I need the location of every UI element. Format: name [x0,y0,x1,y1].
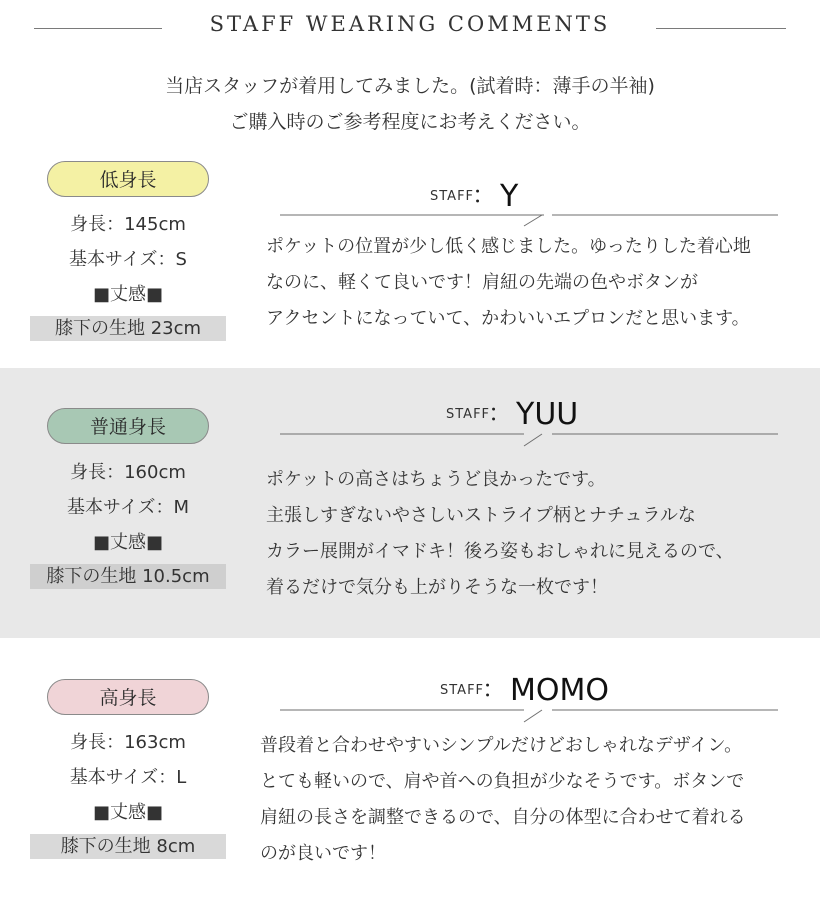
staff-height: 身長：145cm [70,214,186,235]
staff-colon: ： [482,675,506,703]
staff-section-regular [0,368,820,638]
staff-label: STAFF [430,189,475,204]
staff-name-block [280,172,780,216]
intro-text [0,68,820,140]
intro-line: ご購入時のご参考程度にお考えください。 [229,111,591,133]
staff-name-block [280,390,780,434]
staff-comment [266,462,734,606]
comment-line: アクセントになっていて、かわいいエプロンだと思います。 [266,308,750,329]
staff-info [30,725,226,859]
comment-line: 肩紐の長さを調整できるので、自分の体型に合わせて着れる [260,807,746,828]
length-value: 膝下の生地 8cm [30,834,226,859]
length-title: ■丈感■ [92,284,163,305]
length-value: 膝下の生地 10.5cm [30,564,226,589]
staff-info [30,455,226,589]
header-divider-left [34,28,162,29]
staff-colon: ： [472,181,496,209]
staff-height: 身長：160cm [70,462,186,483]
staff-name: MOMO [510,673,609,708]
comment-line: 主張しすぎないやさしいストライプ柄とナチュラルな [266,505,696,526]
staff-section-short [0,150,820,368]
staff-size: 基本サイズ：L [69,767,187,788]
comment-line: なのに、軽くて良いです！肩紐の先端の色やボタンが [266,272,698,293]
comment-line: ポケットの高さはちょうど良かったです。 [266,469,606,490]
staff-colon: ： [488,399,512,427]
length-value: 膝下の生地 23cm [30,316,226,341]
staff-height: 身長：163cm [70,732,186,753]
comment-line: のが良いです！ [260,843,386,864]
staff-info [30,207,226,341]
staff-comment [266,229,751,337]
height-badge: 普通身長 [47,408,209,444]
name-underline [280,666,780,726]
staff-name: Y [500,179,519,214]
intro-line: 当店スタッフが着用してみました。(試着時：薄手の半袖) [165,75,655,97]
comment-line: カラー展開がイマドキ！後ろ姿もおしゃれに見えるので、 [266,541,734,562]
comment-line: 着るだけで気分も上がりそうな一枚です！ [266,577,608,598]
header-divider-right [656,28,786,29]
staff-section-tall [0,638,820,900]
section-header [0,0,820,56]
staff-label: STAFF [446,407,491,422]
header-title: STAFF WEARING COMMENTS [209,12,611,36]
name-underline [280,390,780,450]
length-title: ■丈感■ [92,532,163,553]
height-badge: 低身長 [47,161,209,197]
staff-size: 基本サイズ：M [66,497,190,518]
staff-name-block [280,666,780,710]
staff-name: YUU [516,397,579,432]
comment-line: ポケットの位置が少し低く感じました。ゆったりした着心地 [266,236,751,257]
staff-label: STAFF [440,683,485,698]
comment-line: 普段着と合わせやすいシンプルだけどおしゃれなデザイン。 [260,735,743,756]
staff-size: 基本サイズ：S [69,249,187,270]
comment-line: とても軽いので、肩や首への負担が少なそうです。ボタンで [260,771,745,792]
height-badge: 高身長 [47,679,209,715]
length-title: ■丈感■ [92,802,163,823]
name-underline [280,172,780,232]
staff-comment [260,728,746,872]
